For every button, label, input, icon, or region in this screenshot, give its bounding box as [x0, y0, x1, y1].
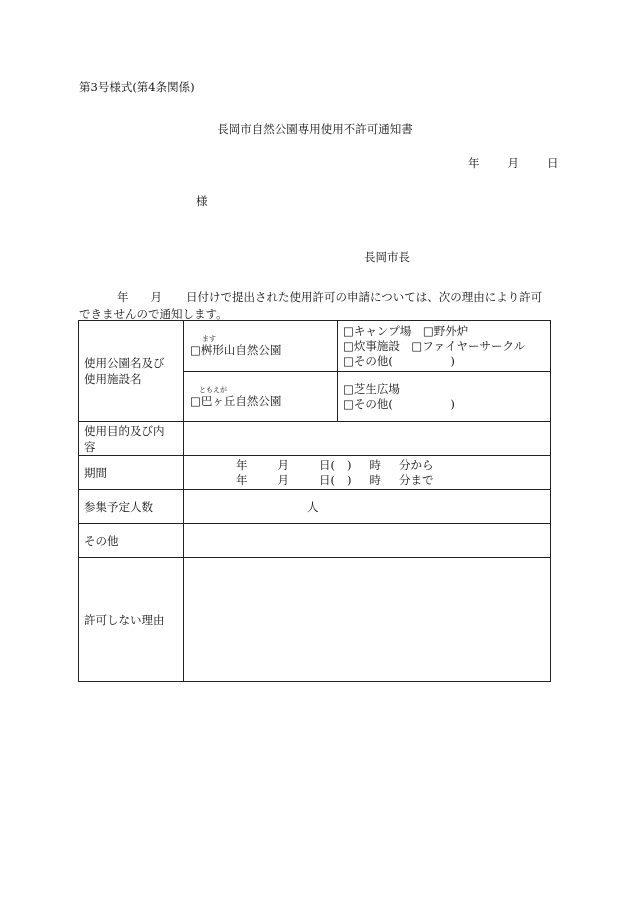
- facility-option[interactable]: □芝生広場: [343, 381, 400, 396]
- issuer: 長岡市長: [364, 250, 410, 264]
- purpose-label-line-2: 容: [84, 439, 96, 454]
- purpose-field[interactable]: [184, 422, 551, 456]
- date-day: 日: [547, 156, 559, 170]
- body-paragraph: [79, 289, 554, 323]
- period-field[interactable]: [184, 456, 551, 490]
- facility-option[interactable]: □炊事施設 □ファイヤーサークル: [343, 338, 526, 353]
- attendees-unit: 人: [307, 499, 319, 514]
- park-2-facilities: [338, 372, 551, 422]
- application-table: [78, 320, 551, 682]
- reason-label: 許可しない理由: [79, 558, 184, 682]
- attendees-field[interactable]: [184, 490, 551, 524]
- park-facility-label: [79, 321, 184, 422]
- facility-option[interactable]: □その他( ): [343, 353, 455, 368]
- date-month: 月: [507, 156, 519, 170]
- addressee-suffix: 様: [196, 194, 208, 208]
- reason-field[interactable]: [184, 558, 551, 682]
- period-start: 年 月 日( ) 時 分から: [236, 457, 434, 472]
- purpose-label: [79, 422, 184, 456]
- park-1-name: □桝形山自然公園: [190, 343, 282, 357]
- body-month: 月: [150, 290, 162, 304]
- facility-option[interactable]: □キャンプ場 □野外炉: [343, 323, 469, 338]
- body-line-2: できませんので通知します。: [79, 307, 228, 321]
- issue-date: [468, 158, 559, 170]
- park-1-ruby: ます: [202, 335, 216, 343]
- body-year: 年: [117, 290, 129, 304]
- purpose-label-line-1: 使用目的及び内: [84, 423, 165, 438]
- park-masugatayama[interactable]: [184, 321, 338, 372]
- park-2-ruby: ともえが: [199, 385, 227, 394]
- form-number: 第3号様式(第4条関係): [79, 80, 195, 94]
- document-title: 長岡市自然公園専用使用不許可通知書: [217, 122, 413, 136]
- date-year: 年: [468, 156, 480, 170]
- park-tomoegaoka[interactable]: [184, 372, 338, 422]
- other-label: その他: [79, 524, 184, 558]
- period-end: 年 月 日( ) 時 分まで: [236, 472, 434, 487]
- park-2-name: □巴ヶ丘自然公園: [190, 393, 282, 408]
- park-label-line-1: 使用公園名及び: [84, 356, 165, 370]
- body-line-1: 日付けで提出された使用許可の申請については、次の理由により許可: [186, 290, 543, 304]
- park-label-line-2: 使用施設名: [84, 372, 142, 386]
- park-1-facilities: [338, 321, 551, 372]
- period-label: 期間: [79, 456, 184, 490]
- attendees-label: 参集予定人数: [79, 490, 184, 524]
- facility-option[interactable]: □その他( ): [343, 396, 455, 411]
- other-field[interactable]: [184, 524, 551, 558]
